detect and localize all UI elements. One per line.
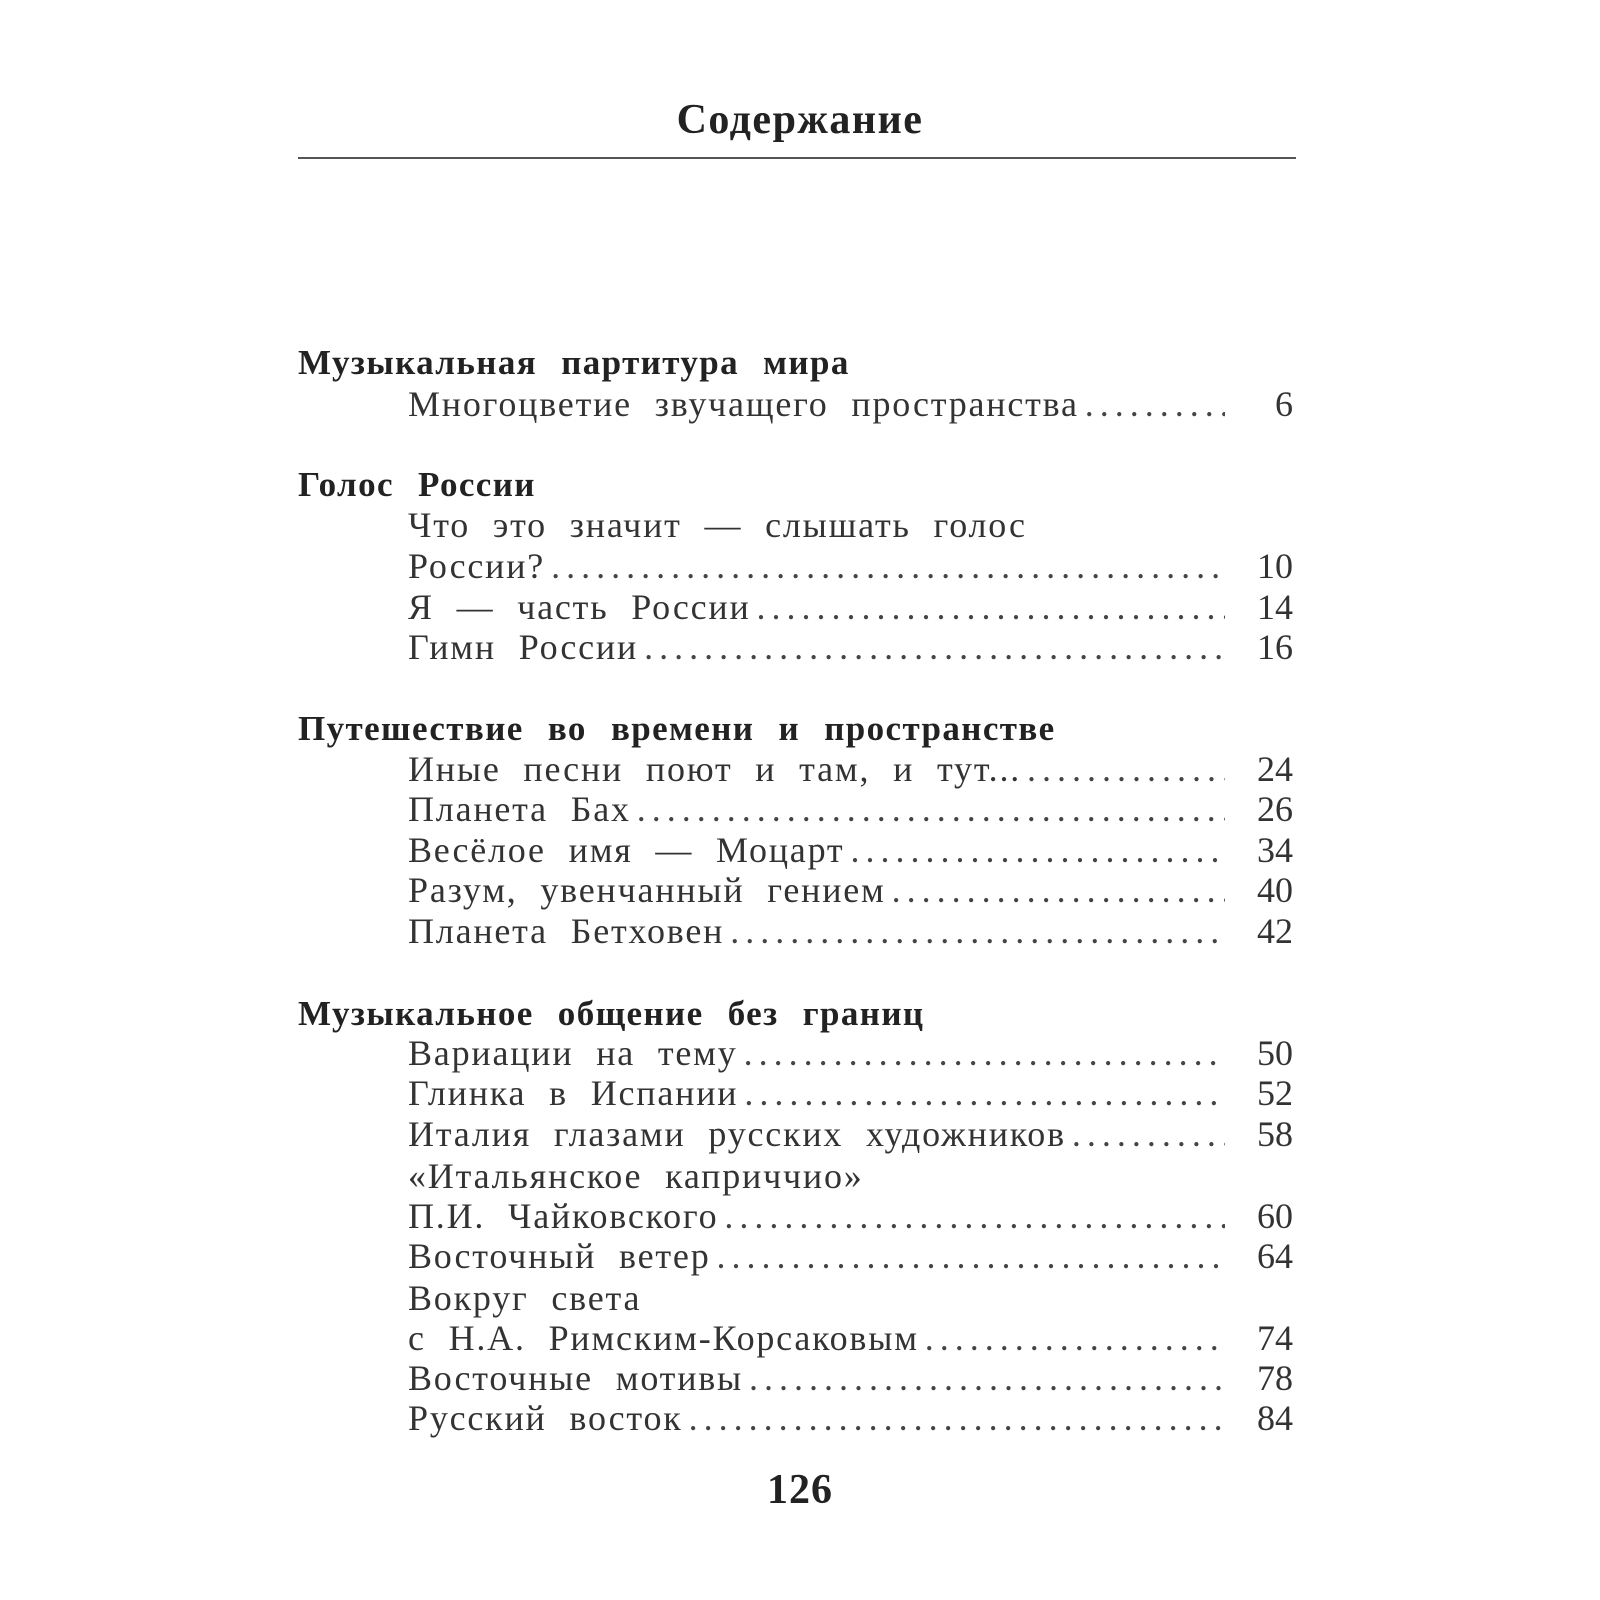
- toc-entry-line[interactable]: [408, 1278, 1293, 1318]
- entry-title: Восточные мотивы: [408, 1358, 744, 1398]
- dot-leader: [724, 1196, 1225, 1236]
- dot-leader: [744, 1033, 1225, 1073]
- entry-title: Иные песни поют и там, и тут...: [408, 749, 1022, 789]
- toc-entry[interactable]: [408, 1073, 1293, 1113]
- entry-title: Разум, увенчанный гением: [408, 870, 886, 910]
- toc-entry[interactable]: [408, 1033, 1293, 1073]
- entry-page: 78: [1257, 1358, 1293, 1398]
- entry-page: 26: [1257, 789, 1293, 829]
- entry-title: Что это значит — слышать голос: [408, 505, 1027, 545]
- page-number: 126: [767, 1467, 833, 1513]
- section-heading: Путешествие во времени и пространстве: [298, 709, 1056, 748]
- toc-entry[interactable]: [408, 749, 1293, 789]
- toc-entry[interactable]: [408, 1114, 1293, 1154]
- toc-entry[interactable]: [408, 870, 1293, 910]
- dot-leader: [1072, 1114, 1225, 1154]
- toc-entry[interactable]: [408, 789, 1293, 829]
- toc-entry[interactable]: [408, 1318, 1293, 1358]
- dot-leader: [689, 1398, 1225, 1438]
- entry-page: 84: [1257, 1398, 1293, 1438]
- entry-page: 64: [1257, 1236, 1293, 1276]
- toc-entry[interactable]: [408, 587, 1293, 627]
- dot-leader: [1027, 749, 1225, 789]
- toc-entry[interactable]: [408, 546, 1293, 586]
- entry-title: Планета Бах: [408, 789, 631, 829]
- entry-title: П.И. Чайковского: [408, 1196, 719, 1236]
- toc-entry[interactable]: [408, 830, 1293, 870]
- toc-entry[interactable]: [408, 1398, 1293, 1438]
- entry-page: 10: [1257, 546, 1293, 586]
- entry-title: Восточный ветер: [408, 1236, 711, 1276]
- entry-page: 6: [1275, 384, 1293, 424]
- toc-entry[interactable]: [408, 1236, 1293, 1276]
- entry-title: Я — часть России: [408, 587, 751, 627]
- toc-entry[interactable]: [408, 1358, 1293, 1398]
- toc-entry[interactable]: [408, 1196, 1293, 1236]
- entry-title: Весёлое имя — Моцарт: [408, 830, 845, 870]
- toc-entry-line[interactable]: [408, 1156, 1293, 1196]
- dot-leader: [757, 587, 1225, 627]
- entry-page: 40: [1257, 870, 1293, 910]
- dot-leader: [730, 911, 1225, 951]
- entry-page: 24: [1257, 749, 1293, 789]
- entry-title: Многоцветие звучащего пространства: [408, 384, 1079, 424]
- entry-page: 50: [1257, 1033, 1293, 1073]
- dot-leader: [637, 789, 1225, 829]
- toc-entry[interactable]: [408, 384, 1293, 424]
- entry-title: Гимн России: [408, 627, 639, 667]
- entry-page: 74: [1257, 1318, 1293, 1358]
- entry-page: 14: [1257, 587, 1293, 627]
- dot-leader: [850, 830, 1225, 870]
- dot-leader: [1085, 384, 1225, 424]
- dot-leader: [925, 1318, 1225, 1358]
- entry-page: 60: [1257, 1196, 1293, 1236]
- entry-page: 52: [1257, 1073, 1293, 1113]
- dot-leader: [749, 1358, 1225, 1398]
- entry-title: Русский восток: [408, 1398, 683, 1438]
- section-heading: Музыкальное общение без границ: [298, 994, 925, 1033]
- toc-entry[interactable]: [408, 911, 1293, 951]
- entry-page: 16: [1257, 627, 1293, 667]
- entry-title: «Итальянское каприччио»: [408, 1156, 864, 1196]
- dot-leader: [892, 870, 1225, 910]
- entry-page: 42: [1257, 911, 1293, 951]
- title-rule: [298, 157, 1296, 159]
- toc-entry[interactable]: [408, 627, 1293, 667]
- toc-entry-line[interactable]: [408, 505, 1293, 545]
- entry-title: Вокруг света: [408, 1278, 642, 1318]
- entry-title: Планета Бетховен: [408, 911, 725, 951]
- entry-page: 34: [1257, 830, 1293, 870]
- section-heading: Музыкальная партитура мира: [298, 343, 850, 382]
- entry-title: Глинка в Испании: [408, 1073, 739, 1113]
- dot-leader: [644, 627, 1225, 667]
- entry-title: Вариации на тему: [408, 1033, 738, 1073]
- entry-title: России?: [408, 546, 546, 586]
- dot-leader: [717, 1236, 1225, 1276]
- entry-title: с Н.А. Римским-Корсаковым: [408, 1318, 919, 1358]
- page-title: Содержание: [676, 97, 924, 143]
- entry-page: 58: [1257, 1114, 1293, 1154]
- section-heading: Голос России: [298, 465, 536, 504]
- dot-leader: [744, 1073, 1225, 1113]
- entry-title: Италия глазами русских художников: [408, 1114, 1066, 1154]
- dot-leader: [551, 546, 1225, 586]
